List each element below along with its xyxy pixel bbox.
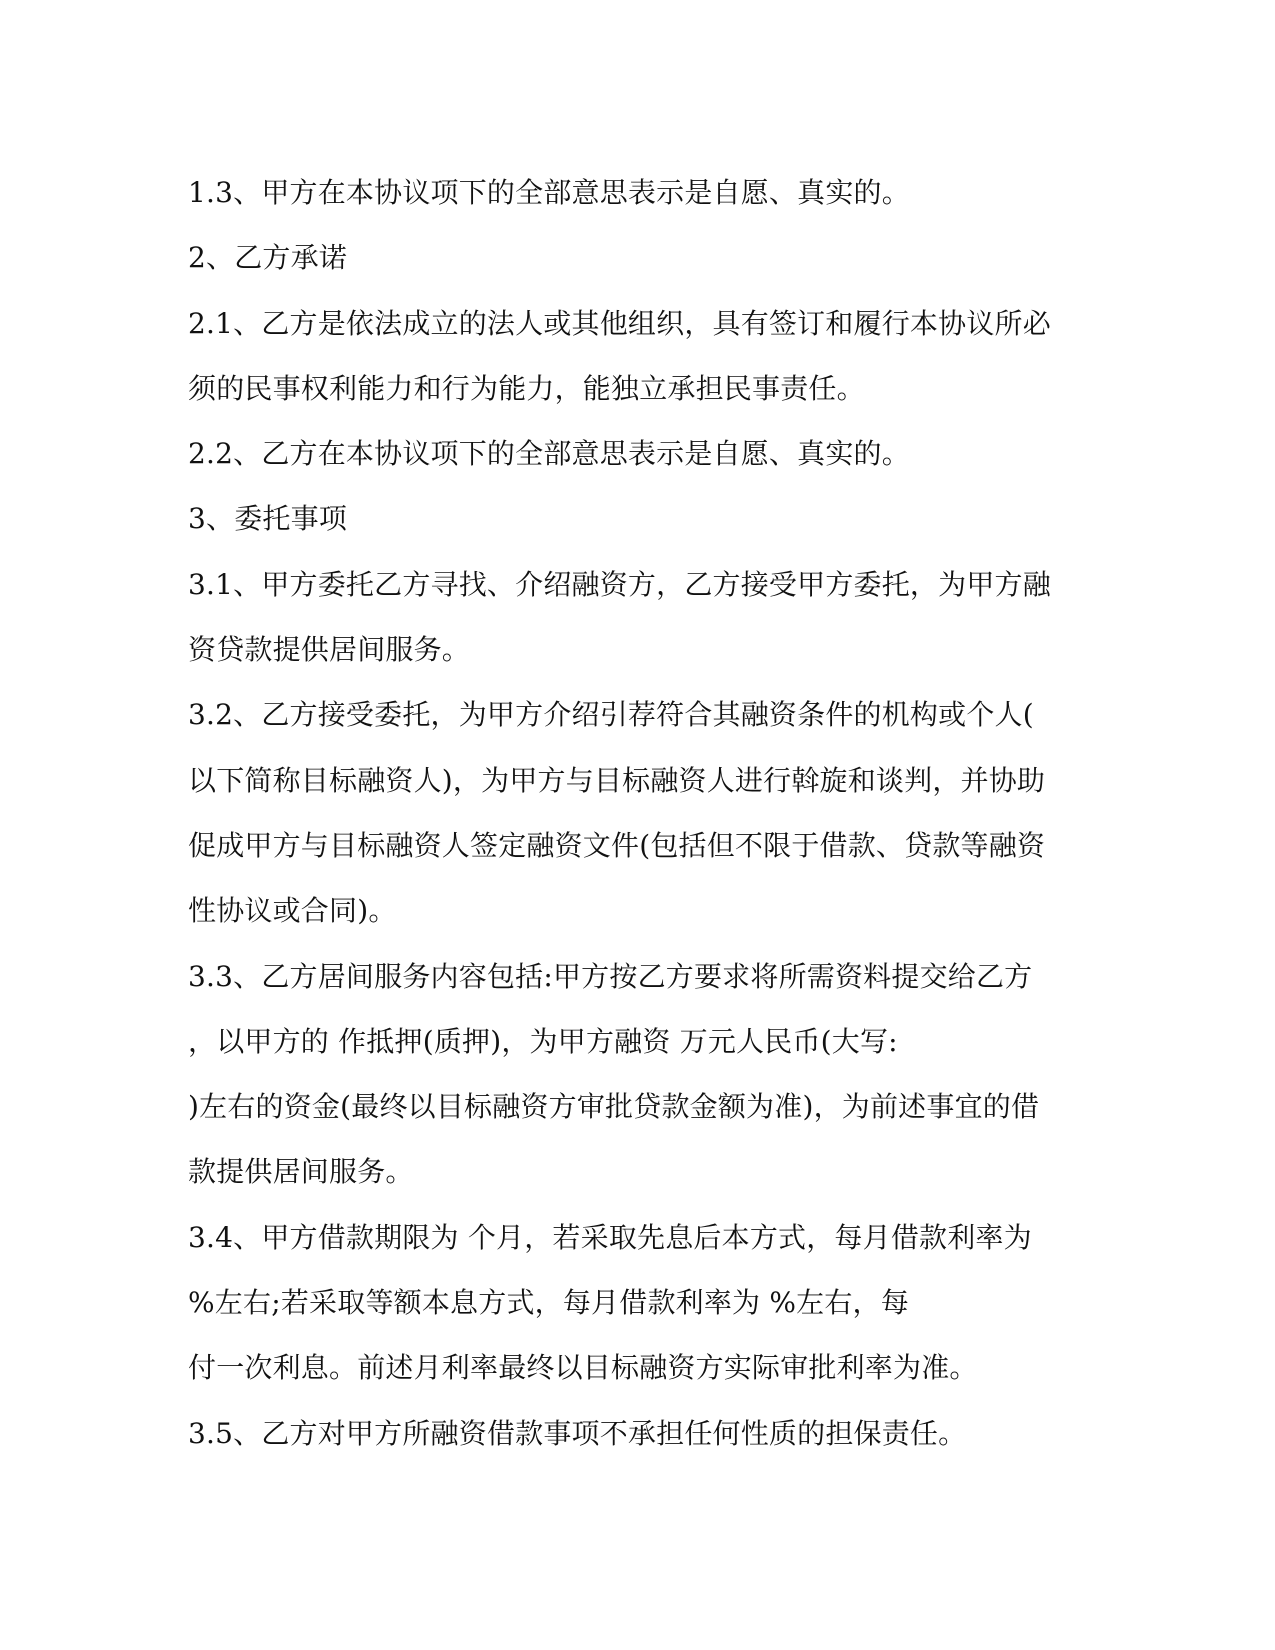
clause-3-3-line-3: )左右的资金(最终以目标融资方审批贷款金额为准)，为前述事宜的借 [188,1090,1040,1124]
clause-3-5: 3.5、乙方对甲方所融资借款事项不承担任何性质的担保责任。 [188,1416,967,1450]
section-2-heading: 2、乙方承诺 [188,241,348,275]
clause-3-4-line-3: 付一次利息。前述月利率最终以目标融资方实际审批利率为准。 [188,1351,978,1385]
clause-3-2-line-1: 3.2、乙方接受委托，为甲方介绍引荐符合其融资条件的机构或个人( [188,698,1034,732]
clause-3-3-line-2: ，以甲方的 作抵押(质押)，为甲方融资 万元人民币(大写: [188,1024,898,1058]
clause-3-4-line-2: %左右;若采取等额本息方式，每月借款利率为 %左右，每 [188,1286,909,1320]
clause-3-1-line-1: 3.1、甲方委托乙方寻找、介绍融资方，乙方接受甲方委托，为甲方融 [188,567,1051,601]
clause-3-3-line-4: 款提供居间服务。 [188,1155,414,1189]
clause-2-1-line-1: 2.1、乙方是依法成立的法人或其他组织，具有签订和履行本协议所必 [188,306,1051,340]
clause-3-2-line-2: 以下简称目标融资人)，为甲方与目标融资人进行斡旋和谈判，并协助 [188,763,1046,797]
clause-2-1-line-2: 须的民事权利能力和行为能力，能独立承担民事责任。 [188,371,865,405]
clause-1-3: 1.3、甲方在本协议项下的全部意思表示是自愿、真实的。 [188,176,910,209]
document-body [188,160,1088,1466]
clause-3-1-line-2: 资贷款提供居间服务。 [188,633,471,667]
section-3-heading: 3、委托事项 [188,502,348,536]
clause-3-2-line-4: 性协议或合同)。 [188,894,397,928]
clause-3-3-line-1: 3.3、乙方居间服务内容包括:甲方按乙方要求将所需资料提交给乙方 [188,959,1033,993]
clause-3-2-line-3: 促成甲方与目标融资人签定融资文件(包括但不限于借款、贷款等融资 [188,828,1046,862]
clause-3-4-line-1: 3.4、甲方借款期限为 个月，若采取先息后本方式，每月借款利率为 [188,1220,1032,1254]
clause-2-2: 2.2、乙方在本协议项下的全部意思表示是自愿、真实的。 [188,437,910,471]
